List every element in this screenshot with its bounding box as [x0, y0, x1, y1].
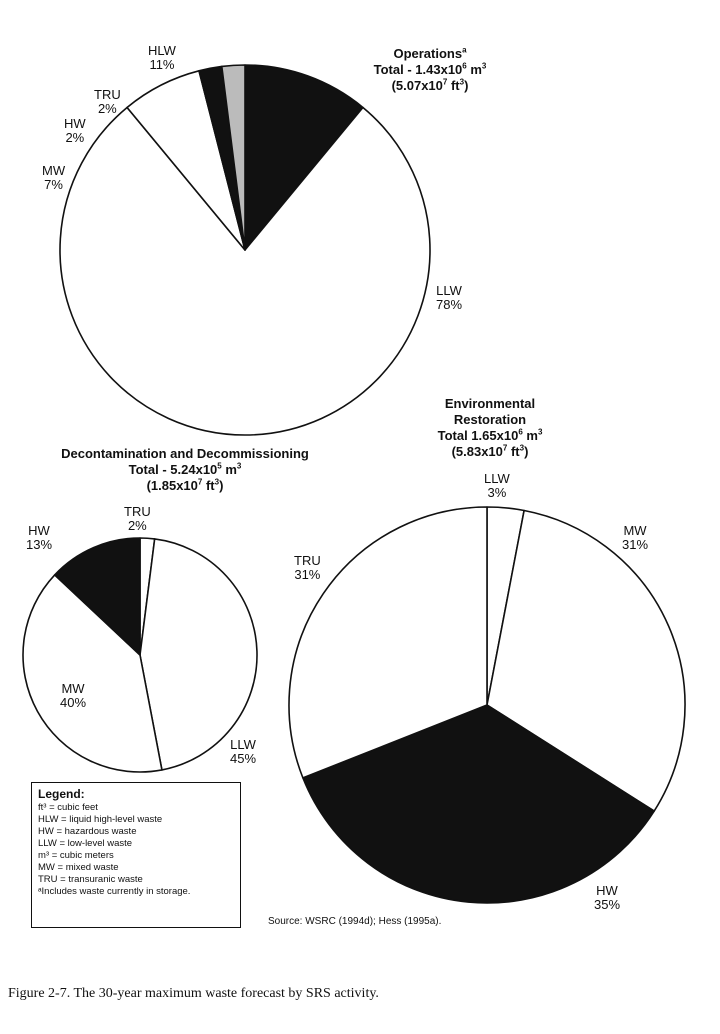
legend-box — [31, 782, 241, 928]
decommissioning-title: Decontamination and Decommissioning — [61, 446, 309, 461]
pie-slice-llw — [140, 539, 257, 770]
decommissioning-total: Total - 5.24x10 — [128, 462, 218, 477]
restoration-title-block: Environmental Restoration Total $1.65x10^6$ $m^3$ ($5.83x10^7$ $ft^3$) — [437, 396, 543, 459]
legend-item: ᵃIncludes waste currently in storage. — [38, 886, 191, 897]
operations-subtotal: (5.07x10 — [391, 78, 443, 93]
legend-item: HW = hazardous waste — [38, 826, 137, 837]
decommissioning-label-tru: TRU 2% — [124, 504, 151, 533]
decommissioning-label-mw: MW 40% — [60, 681, 87, 710]
restoration-title-line2: Restoration — [453, 412, 527, 427]
operations-title: Operations — [393, 46, 463, 61]
legend-item: TRU = transuranic waste — [38, 874, 143, 885]
restoration-total: Total 1.65x10 — [437, 428, 519, 443]
restoration-label-hw: HW 35% — [594, 883, 621, 912]
restoration-subtotal: (5.83x10 — [451, 444, 503, 459]
figure-caption: Figure 2-7. The 30-year maximum waste forecast by SRS activity. — [8, 986, 379, 1001]
decommissioning-subtotal: (1.85x10 — [146, 478, 198, 493]
restoration-pie — [289, 507, 685, 903]
operations-label-mw: MW 7% — [42, 163, 66, 192]
legend-item: LLW = low-level waste — [38, 838, 133, 849]
operations-pie — [60, 65, 430, 435]
operations-title-footnote: a — [462, 45, 467, 55]
source-note: Source: WSRC (1994d); Hess (1995a). — [268, 916, 442, 927]
operations-label-hw: HW 2% — [64, 116, 86, 145]
legend-heading: Legend: — [38, 787, 85, 801]
restoration-title: Environmental — [444, 396, 536, 411]
operations-label-hlw: HLW 11% — [148, 43, 176, 72]
operations-label-llw: LLW 78% — [436, 283, 463, 312]
restoration-label-tru: TRU 31% — [294, 553, 321, 582]
decommissioning-label-hw: HW 13% — [26, 523, 53, 552]
legend-item: ft³ = cubic feet — [38, 802, 98, 813]
operations-label-tru: TRU 2% — [94, 87, 121, 116]
legend-item: MW = mixed waste — [38, 862, 119, 873]
legend-item: m³ = cubic meters — [38, 850, 114, 861]
decommissioning-label-llw: LLW 45% — [230, 737, 257, 766]
decommissioning-title-block: Decontamination and Decommissioning Total - $5.24x10^5$ $m^3$ ($1.85x10^7$ $ft^3$) — [61, 446, 309, 493]
restoration-label-llw: LLW 3% — [484, 471, 510, 500]
operations-title-block: Operations$^a$ Total - $1.43x10^6$ $m^3$ ($5.07x10^7$ $ft^3$) — [373, 45, 487, 93]
decommissioning-pie — [23, 538, 257, 772]
legend-item: HLW = liquid high-level waste — [38, 814, 163, 825]
restoration-label-mw: MW 31% — [622, 523, 649, 552]
operations-total: Total - 1.43x10 — [373, 62, 463, 77]
